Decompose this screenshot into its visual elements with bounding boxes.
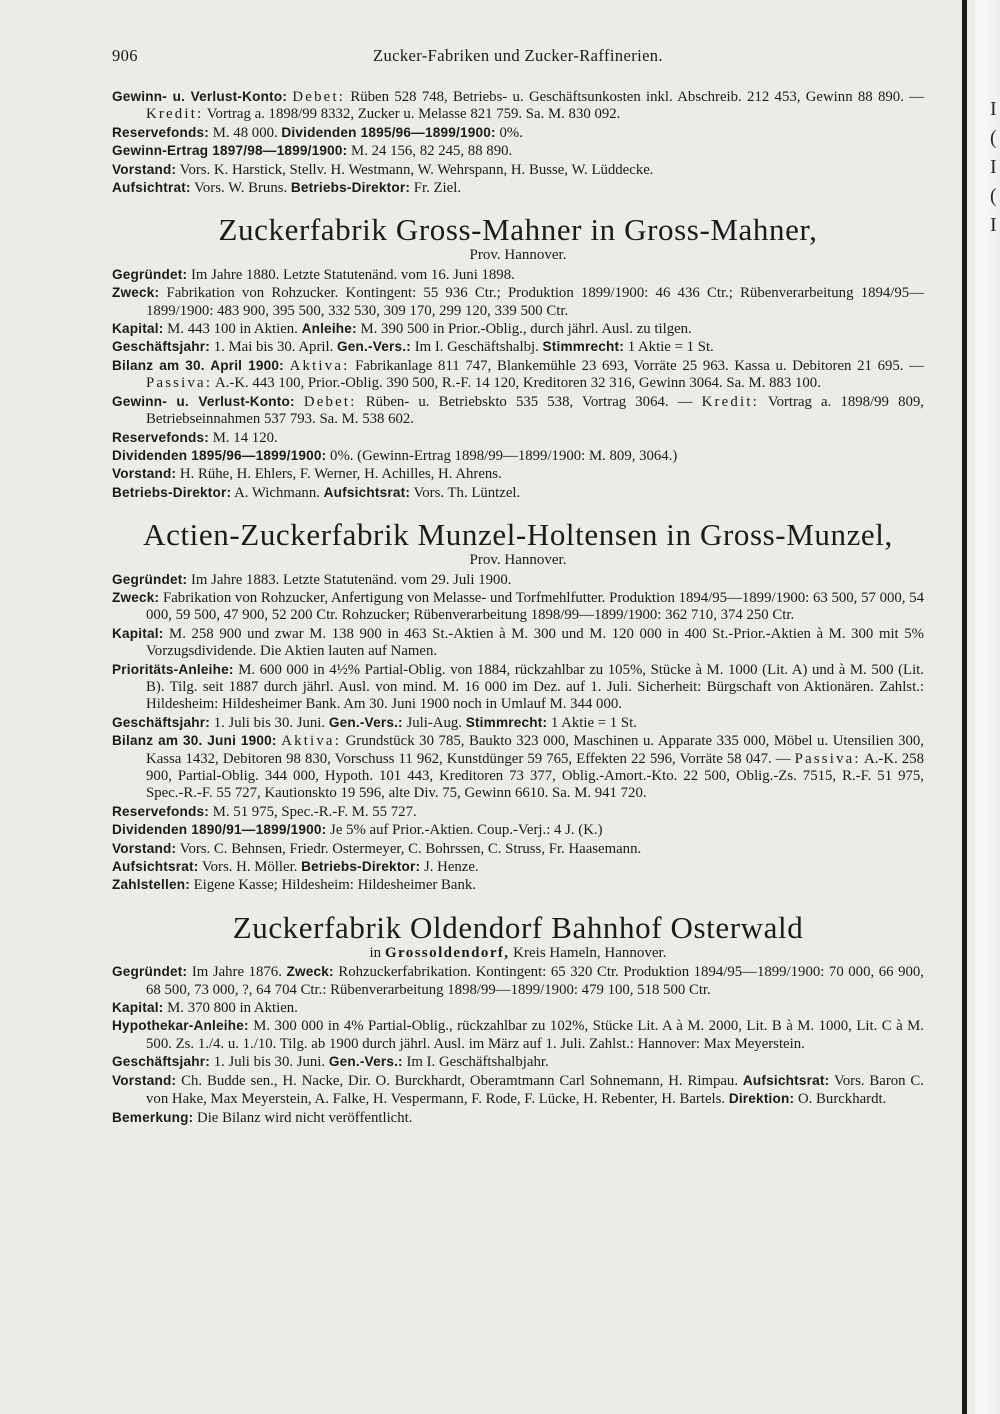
margin-letter: I [990,214,997,236]
entry-paragraph [112,803,924,821]
spaced-label: Passiva: [146,375,213,392]
entry-paragraph [112,393,924,429]
field-text: M. 258 900 und zwar M. 138 900 in 463 St.-Aktien à M. 300 und M. 120 000 in 400 St.-Prior.-Aktien à M. 300 mit 5% Vorzugsdividende. Die Aktien lauten auf Namen. [146,625,924,660]
field-label: Dividenden 1890/91—1899/1900: [112,822,327,838]
field-text: M. 14 120. [209,429,278,446]
field-label: Betriebs-Direktor: [112,484,232,500]
field-text: Vors. C. Behnsen, Friedr. Ostermeyer, C. Bohrssen, C. Struss, Fr. Haasemann. [176,840,642,857]
location-region: Prov. Hannover. [469,247,567,264]
field-text: Fabrikanlage 811 747, Blankemühle 23 693, Vorräte 25 963. Kassa u. Debitoren 21 695. — [349,357,924,374]
entry-paragraph [112,266,924,284]
field-label: Gegründet: [112,964,188,980]
entry-paragraph [112,1109,924,1127]
entry-paragraph [112,821,924,839]
field-label: Vorstand: [112,161,177,177]
entry-paragraph [112,625,924,661]
company-title: Zuckerfabrik Oldendorf Bahnhof Osterwald [232,909,804,945]
margin-letter: ( [990,127,997,149]
margin-letter: I [990,156,997,178]
field-label: Reservefonds: [112,429,210,445]
field-label: Bemerkung: [112,1109,194,1125]
field-label: Zweck: [112,285,160,301]
field-text: Rohzuckerfabrikation. Kontingent: 65 320 Ctr. Produktion 1894/95—1899/1900: 70 000, 66 900, 68 500, 73 000, ?, 64 704 Ctr.: Rübenverarbeitung 1898/99—1899/1900: 479 100, 518 500 Ctr. [146,964,924,998]
field-label: Direktion: [728,1091,795,1107]
field-text: Juli-Aug. [402,714,466,731]
adjacent-page-letters [990,95,1000,240]
field-label: Anleihe: [301,321,357,337]
field-label: Bilanz am 30. Juni 1900: [112,733,277,749]
field-text: M. 600 000 in 4½% Partial-Oblig. von 1884, rückzahlbar zu 105%, Stücke à M. 1000 (Lit. A) und à M. 500 (Lit. B). Tilg. seit 1887 durch jährl. Ausl. von mind. M. 16 000 im Dez. auf 1. Juli. Sicherheit: Bürgschaft von Aktionären. Zahlst.: Hildesheim: Hildesheimer Bank. Am 30. Juni 1900 noch in Umlauf M. 344 000. [146,661,924,713]
field-text: 1. Juli bis 30. Juni. [210,1054,329,1071]
field-text: 1. Juli bis 30. Juni. [210,714,329,731]
entry-paragraph [112,571,924,589]
entry-paragraph [112,1072,924,1109]
field-text: Rüben 528 748, Betriebs- u. Geschäftsunkosten inkl. Abschreib. 212 453, Gewinn 88 890. — [345,89,924,105]
field-text: 1. Mai bis 30. April. [210,339,338,356]
field-label: Gen.-Vers.: [328,714,403,730]
field-text: M. 300 000 in 4% Partial-Oblig., rückzahlbar zu 102%, Stücke Lit. A à M. 2000, Lit. B à M. 1000, Lit. C à M. 500. Zs. 1./4. u. 1./10. Tilg. ab 1900 durch jährl. Ausl. im März auf 1. Juli. Zahlst.: Hannover: Max Meyerstein. [146,1018,924,1052]
field-label: Prioritäts-Anleihe: [112,661,234,677]
field-text: H. Rühe, H. Ehlers, F. Werner, H. Achilles, H. Ahrens. [176,466,502,483]
field-text: A. Wichmann. [231,484,324,501]
spaced-label: Kredit: [701,393,759,410]
company-title: Actien-Zuckerfabrik Munzel-Holtensen in Gross-Munzel, [143,517,893,553]
entry-paragraph [112,357,924,393]
entry-paragraph [112,661,924,714]
spaced-label: Debet: [292,89,346,105]
field-text: Ch. Budde sen., H. Nacke, Dir. O. Burckhardt, Oberamtmann Carl Sohnemann, H. Rimpau. [176,1072,743,1089]
entry-paragraph [112,429,924,447]
entry-paragraph [112,1017,924,1053]
entry-paragraph [112,876,924,894]
field-text: M. 390 500 in Prior.-Oblig., durch jährl. Ausl. zu tilgen. [356,321,692,338]
entry-paragraph [112,284,924,320]
field-text: Vors. K. Harstick, Stellv. H. Westmann, W. Wehrspann, H. Busse, W. Lüddecke. [176,161,654,178]
entry-paragraph [112,161,924,179]
field-text: Fabrikation von Rohzucker, Anfertigung von Melasse- und Torfmehlfutter. Produktion 1894/95—1899/1900: 63 500, 57 000, 54 000, 59 500, 47 900, 52 200 Ctr. Rohzucker; Rübenverarbeitung 1898/99—1899/1900: 362 710, 374 250 Ctr. [146,589,924,624]
field-label: Gewinn- u. Verlust-Konto: [112,89,288,104]
field-label: Hypothekar-Anleihe: [112,1018,249,1034]
entry-paragraph [112,589,924,625]
field-text: M. 24 156, 82 245, 88 890. [347,143,513,160]
entry-paragraph [112,179,924,197]
field-label: Reservefonds: [112,803,210,819]
field-text: Vortrag a. 1898/99 8332, Zucker u. Melasse 821 759. Sa. M. 830 092. [203,106,621,123]
spaced-label: Passiva: [794,750,861,767]
page-content [112,88,924,1127]
field-label: Vorstand: [112,466,177,482]
field-label: Geschäftsjahr: [112,714,210,730]
field-text: Fabrikation von Rohzucker. Kontingent: 55 936 Ctr.; Produktion 1899/1900: 46 436 Ctr.; Rübenverarbeitung 1894/95—1899/1900: 483 900, 395 500, 332 530, 309 170, 299 120, 339 500 Ctr. [146,285,924,319]
entry-paragraph [112,142,924,160]
entry-paragraph [112,999,924,1017]
field-label: Gegründet: [112,266,188,282]
field-text: 1 Aktie = 1 St. [624,339,714,356]
field-label: Geschäftsjahr: [112,339,210,355]
field-text: A.-K. 258 900, Partial-Oblig. 344 000, Hypoth. 101 443, Kreditoren 73 377, Oblig.-Amort.-Kto. 22 500, Oblig.-Zs. 7515, R.-F. 51 975, Spec.-R.-F. 55 727, Kautionskto 19 596, alte Div. 75, Gewinn 6610. Sa. M. 941 720. [146,750,924,802]
field-label: Reservefonds: [112,124,210,140]
field-text: Vors. H. Möller. [198,859,302,876]
field-text: Vortrag a. 1898/99 809, Betriebseinnahmen 537 793. Sa. M. 538 602. [146,393,924,428]
field-label: Aufsichtsrat: [742,1072,830,1088]
company-location [112,552,924,569]
field-text: Im Jahre 1880. Letzte Statutenänd. vom 16. Juni 1898. [187,266,515,283]
field-text: Fr. Ziel. [410,180,462,197]
field-label: Gegründet: [112,571,188,587]
field-label: Zweck: [286,964,334,980]
field-label: Gewinn-Ertrag 1897/98—1899/1900: [112,143,348,159]
field-text: Je 5% auf Prior.-Aktien. Coup.-Verj.: 4 J. (K.) [326,822,603,839]
margin-letter: ( [990,185,997,207]
field-text: Vors. W. Bruns. [190,180,291,197]
page-header [112,46,924,72]
spaced-label: Aktiva: [289,357,350,374]
entry-paragraph [112,338,924,356]
field-text: M. 443 100 in Aktien. [163,321,302,338]
field-label: Kapital: [112,1000,164,1016]
field-text: Rüben- u. Betriebskto 535 538, Vortrag 3064. — [356,393,702,410]
entry-paragraph [112,88,924,124]
field-label: Dividenden 1895/96—1899/1900: [112,447,327,463]
field-text: Im I. Geschäftshalbj. [411,339,543,356]
field-text: O. Burckhardt. [794,1091,887,1108]
field-label: Gen.-Vers.: [337,339,411,355]
field-label: Dividenden 1895/96—1899/1900: [281,124,496,140]
field-label: Aufsichtsrat: [323,484,411,500]
field-label: Betriebs-Direktor: [290,180,411,196]
field-text: Die Bilanz wird nicht veröffentlicht. [193,1109,413,1126]
field-text: J. Henze. [420,859,479,876]
location-prefix: in [369,944,385,961]
field-text: Im Jahre 1876. [187,964,287,981]
location-region: Prov. Hannover. [469,552,567,569]
field-text: Eigene Kasse; Hildesheim: Hildesheimer Bank. [189,877,476,894]
entry-paragraph [112,447,924,465]
field-text [295,394,304,410]
location-region: Kreis Hameln, Hannover. [509,944,667,961]
field-text: 0%. (Gewinn-Ertrag 1898/99—1899/1900: M. 809, 3064.) [326,447,678,464]
entry-paragraph [112,124,924,142]
field-text: 1 Aktie = 1 St. [547,714,637,731]
margin-letter: I [990,98,997,120]
field-label: Bilanz am 30. April 1900: [112,357,284,373]
field-text: Vors. Th. Lüntzel. [410,484,521,501]
field-text: M. 370 800 in Aktien. [163,1000,298,1017]
field-label: Betriebs-Direktor: [301,859,421,875]
company-title: Zuckerfabrik Gross-Mahner in Gross-Mahner, [218,212,818,248]
field-text: 0%. [495,124,523,141]
entry-paragraph [112,484,924,502]
field-text: Im I. Geschäftshalbjahr. [402,1054,549,1071]
field-text: M. 48 000. [209,124,282,141]
field-label: Aufsichtsrat: [112,859,199,875]
entry-paragraph [112,320,924,338]
field-label: Kapital: [112,625,164,641]
field-label: Geschäftsjahr: [112,1054,210,1070]
entry-paragraph [112,1053,924,1071]
spaced-label: Kredit: [146,106,204,123]
entry-paragraph [112,732,924,803]
field-label: Kapital: [112,321,164,337]
entry-paragraph [112,858,924,876]
entry-paragraph [112,465,924,483]
spaced-label: Debet: [303,393,357,410]
spaced-label: Aktiva: [281,733,342,750]
company-location [112,247,924,264]
gutter-line [962,0,967,1414]
field-text: Vors. Baron C. von Hake, Max Meyerstein, A. Falke, H. Vespermann, F. Rode, F. Lücke, H. Rebenter, H. Bartels. [146,1072,924,1108]
page-number: 906 [112,46,138,65]
entry-paragraph [112,963,924,999]
field-label: Stimmrecht: [542,339,625,355]
field-label: Vorstand: [112,840,177,856]
field-label: Zweck: [112,589,160,605]
company-location [112,945,924,962]
field-label: Aufsichtrat: [112,180,191,196]
running-title: Zucker-Fabriken und Zucker-Raffinerien. [373,46,663,65]
field-text: Im Jahre 1883. Letzte Statutenänd. vom 29. Juli 1900. [187,571,512,588]
entry-paragraph [112,714,924,732]
field-label: Gen.-Vers.: [328,1054,403,1070]
field-text: Grundstück 30 785, Baukto 323 000, Maschinen u. Apparate 335 000, Möbel u. Utensilien 300, Kassa 1432, Debitoren 98 830, Vorschuss 11 962, Kunstdünger 59 765, Effekten 22 596, Vorräte 58 047. — [146,733,924,767]
entry-paragraph [112,840,924,858]
field-label: Zahlstellen: [112,877,190,893]
location-town: Grossoldendorf, [384,944,510,961]
field-text: M. 51 975, Spec.-R.-F. M. 55 727. [209,803,417,820]
field-label: Gewinn- u. Verlust-Konto: [112,393,295,409]
field-label: Vorstand: [112,1072,177,1088]
field-label: Stimmrecht: [465,714,548,730]
field-text: A.-K. 443 100, Prior.-Oblig. 390 500, R.-F. 14 120, Kreditoren 32 316, Gewinn 3064. Sa. M. 883 100. [212,375,821,392]
